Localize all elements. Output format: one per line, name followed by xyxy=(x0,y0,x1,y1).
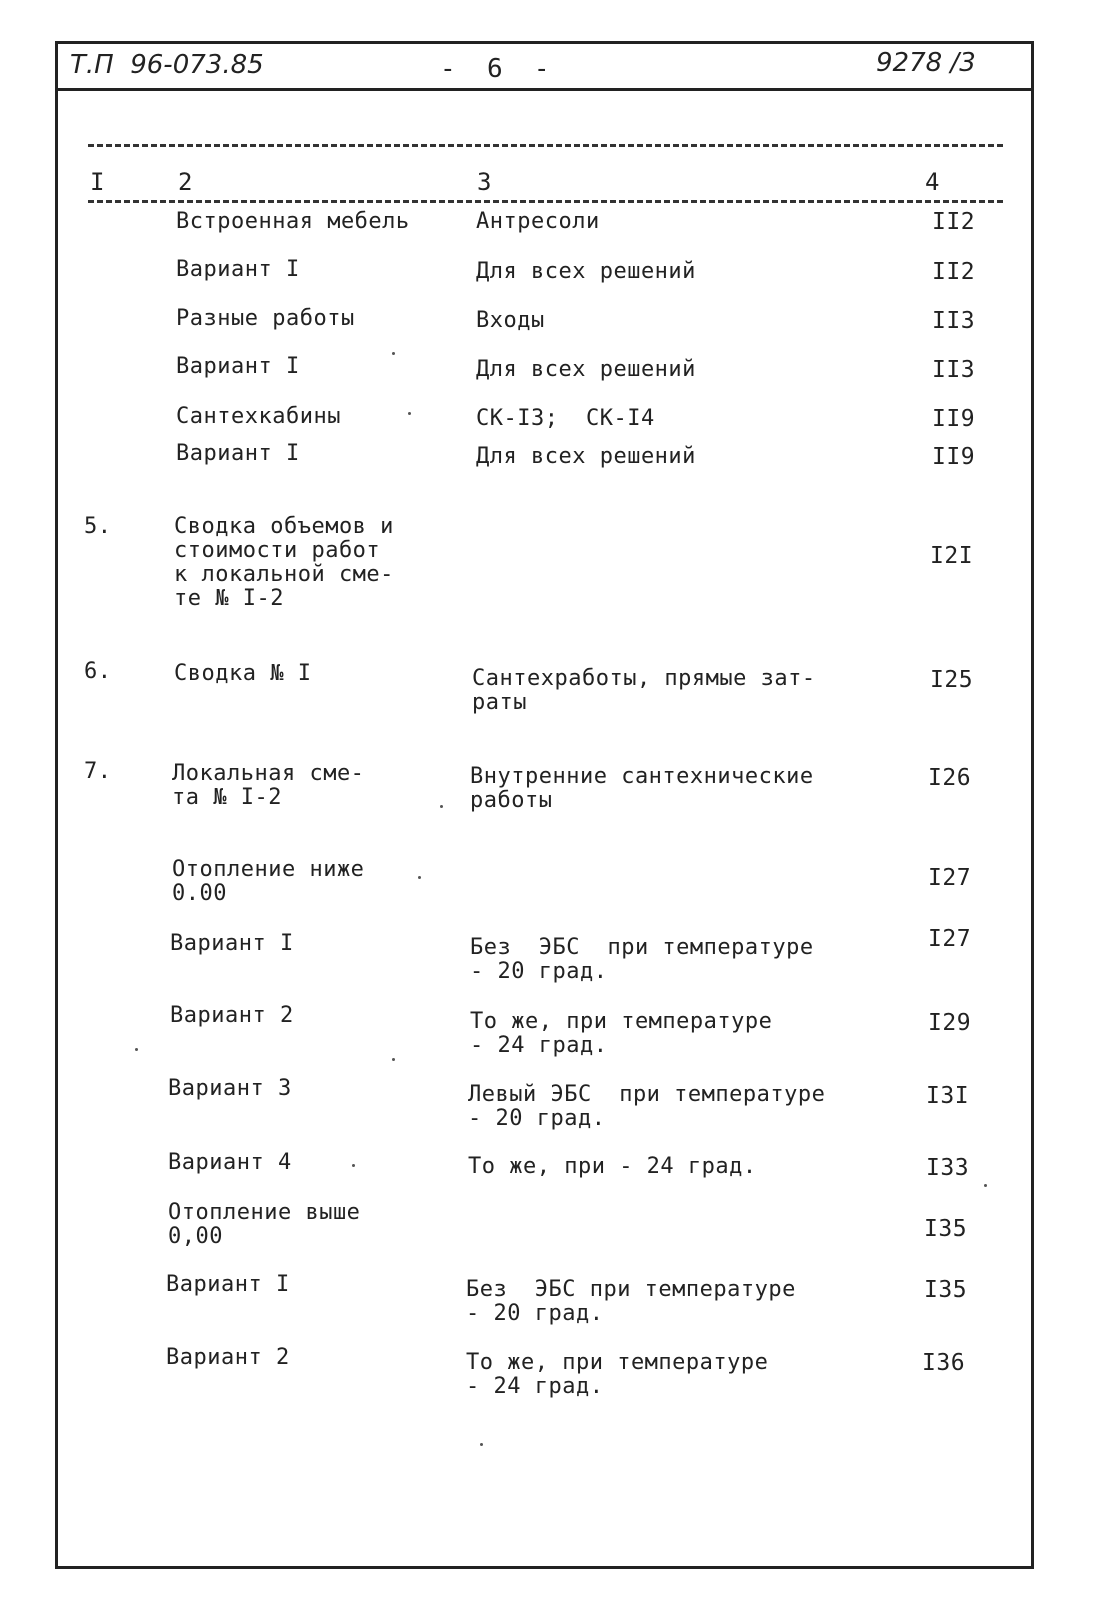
row-desc: Внутренние сантехнические работы xyxy=(470,764,814,813)
scan-speck xyxy=(392,1058,395,1061)
row-name: Отопление ниже 0.00 xyxy=(172,857,365,906)
page-number: - 6 - xyxy=(440,54,550,84)
row-page: II2 xyxy=(932,209,976,235)
column-header-1: I xyxy=(90,168,105,196)
sheet-number: 9278 /3 xyxy=(876,48,976,78)
scan-speck xyxy=(984,1184,987,1187)
row-name: Вариант 3 xyxy=(168,1076,292,1101)
row-page: I25 xyxy=(930,667,974,693)
row-desc: Входы xyxy=(476,308,545,333)
row-page: I2I xyxy=(930,543,974,569)
column-header-4: 4 xyxy=(925,168,940,196)
row-desc: То же, при температуре - 24 град. xyxy=(466,1350,769,1399)
scan-speck xyxy=(480,1443,483,1446)
row-desc: Без ЭБС при температуре - 20 град. xyxy=(470,935,814,984)
row-page: I35 xyxy=(924,1216,968,1242)
row-page: I27 xyxy=(928,865,972,891)
row-name: Вариант I xyxy=(176,441,300,466)
row-name: Вариант 2 xyxy=(170,1003,294,1028)
row-name: Вариант 2 xyxy=(166,1345,290,1370)
row-number: 7. xyxy=(84,759,112,784)
document-code: Т.П 96-073.85 xyxy=(70,50,264,80)
row-name: Встроенная мебель xyxy=(176,209,410,234)
row-number: 6. xyxy=(84,659,112,684)
row-desc: Для всех решений xyxy=(476,357,696,382)
row-page: I36 xyxy=(922,1350,966,1376)
row-desc: Для всех решений xyxy=(476,444,696,469)
table-top-rule xyxy=(88,144,1003,147)
row-name: Вариант I xyxy=(166,1272,290,1297)
row-name: Отопление выше 0,00 xyxy=(168,1200,361,1249)
row-page: I35 xyxy=(924,1277,968,1303)
row-page: II9 xyxy=(932,406,976,432)
row-page: II9 xyxy=(932,444,976,470)
row-desc: Для всех решений xyxy=(476,259,696,284)
row-name: Локальная сме- та № I-2 xyxy=(172,761,365,810)
scan-speck xyxy=(135,1048,138,1051)
row-name: Вариант I xyxy=(176,354,300,379)
row-page: I29 xyxy=(928,1010,972,1036)
scan-speck xyxy=(440,805,443,808)
header-divider xyxy=(55,88,1034,91)
row-desc: То же, при температуре - 24 град. xyxy=(470,1009,773,1058)
row-name: Сводка № I xyxy=(174,661,312,686)
scan-speck xyxy=(392,352,395,355)
row-page: I33 xyxy=(926,1155,970,1181)
row-desc: То же, при - 24 град. xyxy=(468,1154,757,1179)
column-header-rule xyxy=(88,200,1003,203)
column-header-3: 3 xyxy=(477,168,492,196)
row-desc: Без ЭБС при температуре - 20 град. xyxy=(466,1277,796,1326)
row-page: II2 xyxy=(932,259,976,285)
scan-speck xyxy=(408,412,411,415)
row-desc: Левый ЭБС при температуре - 20 град. xyxy=(468,1082,826,1131)
row-name: Разные работы xyxy=(176,306,355,331)
row-number: 5. xyxy=(84,514,112,539)
scan-speck xyxy=(418,876,421,879)
row-page: I27 xyxy=(928,926,972,952)
row-desc: Сантехработы, прямые зат- раты xyxy=(472,666,816,715)
row-page: II3 xyxy=(932,357,976,383)
row-name: Вариант I xyxy=(176,257,300,282)
row-page: I26 xyxy=(928,765,972,791)
row-desc: СК-I3; СК-I4 xyxy=(476,406,655,431)
scan-speck xyxy=(352,1164,355,1167)
row-desc: Антресоли xyxy=(476,209,600,234)
row-name: Сантехкабины xyxy=(176,404,341,429)
row-name: Сводка объемов и стоимости работ к локальной сме- те № I-2 xyxy=(174,514,394,611)
row-page: I3I xyxy=(926,1083,970,1109)
row-name: Вариант I xyxy=(170,931,294,956)
column-header-2: 2 xyxy=(178,168,193,196)
row-name: Вариант 4 xyxy=(168,1150,292,1175)
row-page: II3 xyxy=(932,308,976,334)
